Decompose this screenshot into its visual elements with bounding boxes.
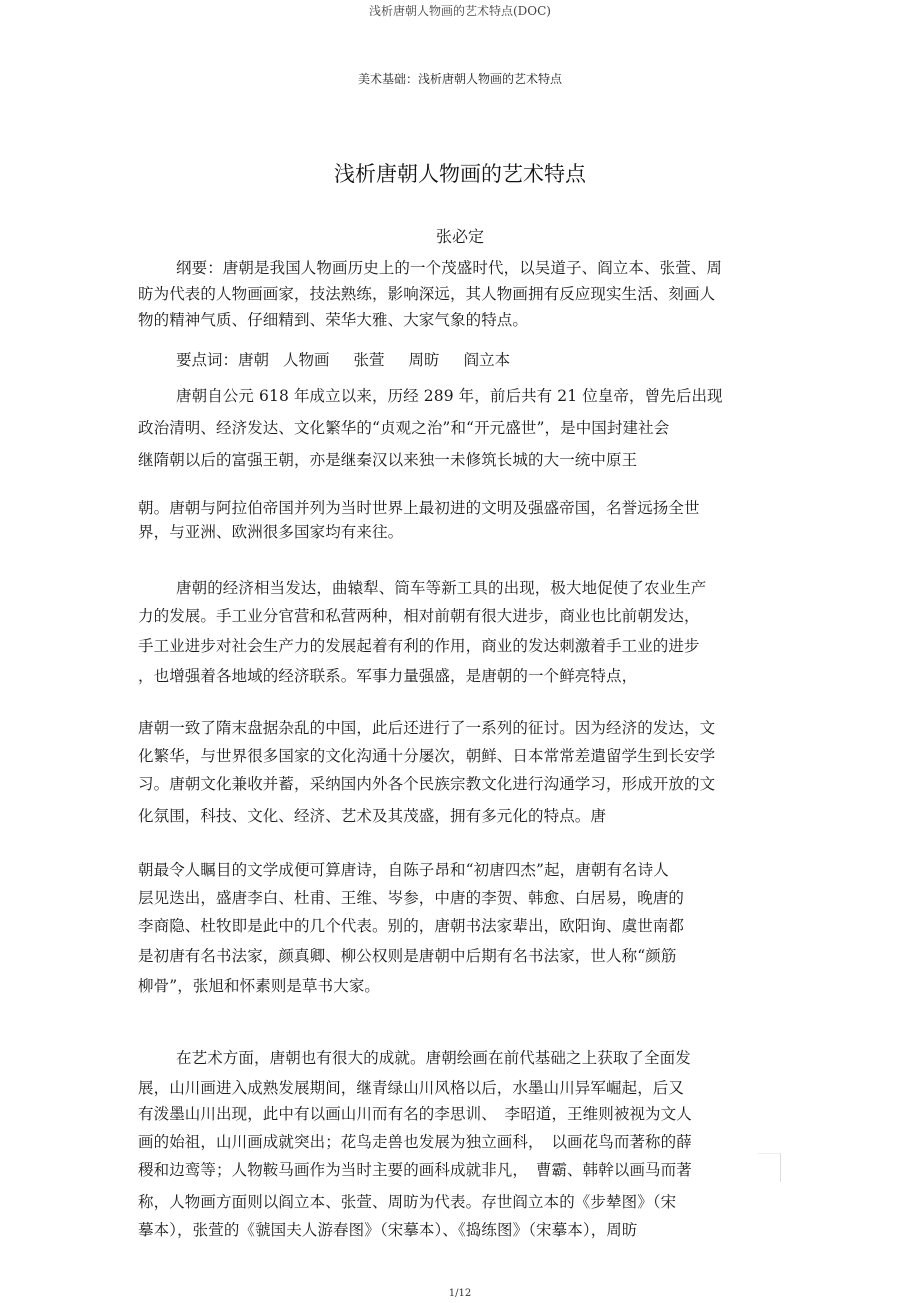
paragraph-line: 继隋朝以后的富强王朝，亦是继秦汉以来独一未修筑长城的大一统中原王: [138, 451, 638, 469]
article-author: 张必定: [435, 227, 484, 246]
keyword: 周昉: [408, 351, 440, 369]
page-header: 浅析唐朝人物画的艺术特点(DOC): [368, 4, 551, 18]
paragraph-line: 界，与亚洲、欧洲很多国家均有来往。: [138, 523, 404, 541]
abstract-line: 昉为代表的人物画画家，技法熟练，影响深远，其人物画拥有反应现实生活、刻画人: [138, 285, 716, 303]
paragraph-line: 在艺术方面，唐朝也有很大的成就。唐朝绘画在前代基础之上获取了全面发: [176, 1049, 691, 1067]
text-frame-mark: [758, 1153, 781, 1182]
keyword: 阎立本: [463, 351, 511, 369]
paragraph-line: 是初唐有名书法家，颜真卿、柳公权则是唐朝中后期有名书法家，世人称“颜筋: [138, 947, 677, 965]
paragraph-line: 力的发展。手工业分官营和私营两种，相对前朝有很大进步，商业也比前朝发达，: [138, 607, 700, 625]
paragraph-line: ，也增强着各地域的经济联系。军事力量强盛，是唐朝的一个鲜亮特点，: [138, 667, 638, 685]
paragraph-line: 层见迭出，盛唐李白、杜甫、王维、岑参，中唐的李贺、韩愈、白居易，晚唐的: [138, 889, 685, 907]
paragraph-line: 朝最令人瞩目的文学成便可算唐诗，自陈子昂和“初唐四杰”起，唐朝有名诗人: [138, 861, 669, 879]
paragraph-line: 唐朝自公元 618 年成立以来，历经 289 年，前后共有 21 位皇帝，曾先后出现: [176, 387, 723, 405]
keywords: [176, 348, 534, 370]
abstract-line: 物的精神气质、仔细精到、荣华大雅、大家气象的特点。: [138, 311, 529, 329]
article-title: 浅析唐朝人物画的艺术特点: [334, 162, 586, 186]
keyword: 人物画: [283, 351, 330, 369]
paragraph-line: 称，人物画方面则以阎立本、张萱、周昉为代表。存世阎立本的《步辇图》（宋: [138, 1193, 677, 1211]
paragraph-line: 化氛围，科技、文化、经济、艺术及其茂盛，拥有多元化的特点。唐: [138, 807, 607, 825]
paragraph-line: 画的始祖，山川画成就突出；花鸟走兽也发展为独立画科， 以画花鸟而著称的薛: [138, 1133, 692, 1151]
paragraph-line: 唐朝一致了隋末盘据杂乱的中国，此后还进行了一系列的征讨。因为经济的发达，文: [138, 719, 716, 737]
page-number: 1/12: [448, 1288, 472, 1299]
paragraph-line: 稷和边鸾等；人物鞍马画作为当时主要的画科成就非凡， 曹霸、韩幹以画马而著: [138, 1161, 692, 1179]
page-subheader: 美术基础：浅析唐朝人物画的艺术特点: [357, 72, 562, 86]
paragraph-line: 唐朝的经济相当发达，曲辕犁、筒车等新工具的出现，极大地促使了农业生产: [176, 579, 707, 597]
paragraph-line: 有泼墨山川出现，此中有以画山川而有名的李思训、 李昭道，王维则被视为文人: [138, 1105, 692, 1123]
paragraph-line: 展，山川画进入成熟发展期间，继青绿山川风格以后，水墨山川异军崛起，后又: [138, 1079, 685, 1097]
keyword: 张萱: [353, 351, 385, 369]
paragraph-line: 化繁华，与世界很多国家的文化沟通十分屡次，朝鲜、日本常常差遣留学生到长安学: [138, 747, 716, 765]
paragraph-line: 习。唐朝文化兼收并蓄，采纳国内外各个民族宗教文化进行沟通学习，形成开放的文: [138, 775, 716, 793]
paragraph-line: 摹本），张萱的《虢国夫人游春图》（宋摹本）、《捣练图》（宋摹本），周昉: [138, 1221, 638, 1239]
paragraph-line: 柳骨”，张旭和怀素则是草书大家。: [138, 977, 381, 995]
paragraph-line: 手工业进步对社会生产力的发展起着有利的作用，商业的发达刺激着手工业的进步: [138, 637, 700, 655]
abstract-line: 纲要：唐朝是我国人物画历史上的一个茂盛时代，以吴道子、阎立本、张萱、周: [176, 259, 723, 277]
paragraph-line: 政治清明、经济发达、文化繁华的“贞观之治”和“开元盛世”，是中国封建社会: [138, 419, 670, 437]
paragraph-line: 李商隐、杜牧即是此中的几个代表。别的，唐朝书法家辈出，欧阳询、虞世南都: [138, 917, 685, 935]
paragraph-line: 朝。唐朝与阿拉伯帝国并列为当时世界上最初进的文明及强盛帝国，名誉远扬全世: [138, 499, 700, 517]
keywords-label: 要点词：唐朝: [176, 351, 270, 369]
